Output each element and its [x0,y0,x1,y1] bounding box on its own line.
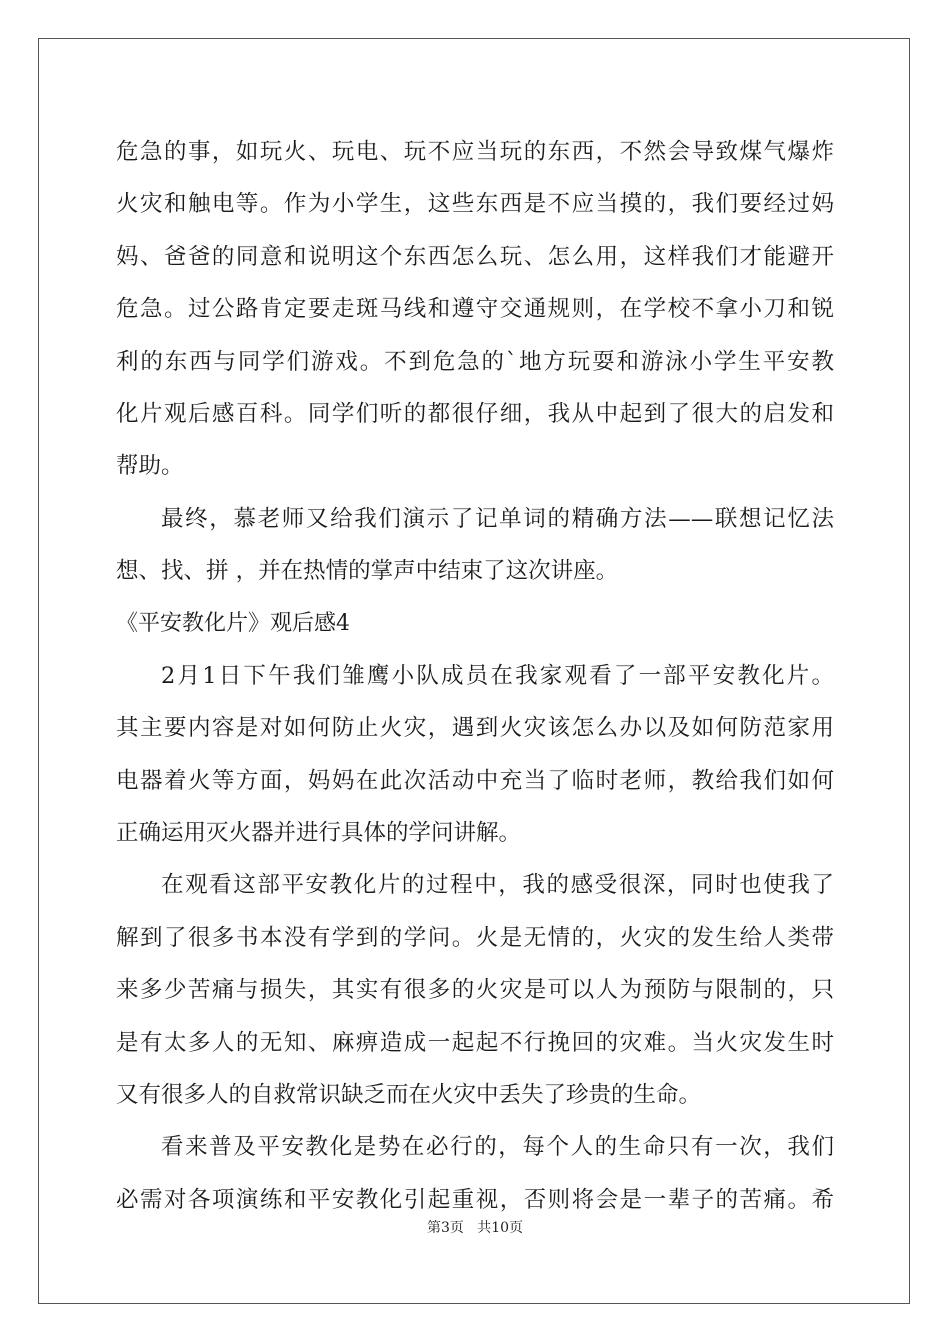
text-line: 在观看这部平安教化片的过程中，我的感受很深，同时也使我了 [161,872,834,899]
text-line: 最终，慕老师又给我们演示了记单词的精确方法——联想记忆法 [161,505,834,532]
text-line: 想、找、拼 ，并在热情的掌声中结束了这次讲座。 [116,558,619,585]
text-line: 来多少苦痛与损失，其实有很多的火灾是可以人为预防与限制的，只 [116,977,834,1004]
text-line: 其主要内容是对如何防止火灾，遇到火灾该怎么办以及如何防范家用 [116,715,834,742]
text-line: 妈、爸爸的同意和说明这个东西怎么玩、怎么用，这样我们才能避开 [116,243,834,270]
text-line: 电器着火等方面，妈妈在此次活动中充当了临时老师，教给我们如何 [116,767,834,794]
text-line: 又有很多人的自救常识缺乏而在火灾中丢失了珍贵的生命。 [116,1082,702,1109]
text-line: 帮助。 [116,453,184,480]
text-line: 看来普及平安教化是势在必行的，每个人的生命只有一次，我们 [161,1134,834,1161]
text-line: 2月1日下午我们雏鹰小队成员在我家观看了一部平安教化片。 [161,662,834,689]
text-line: 是有太多人的无知、麻痹造成一起起不行挽回的灾难。当火灾发生时 [116,1029,834,1056]
document-body [116,126,834,1226]
text-line: 正确运用灭火器并进行具体的学问讲解。 [116,820,522,847]
text-line: 化片观后感百科。同学们听的都很仔细，我从中起到了很大的启发和 [116,400,834,427]
text-line: 火灾和触电等。作为小学生，这些东西是不应当摸的，我们要经过妈 [116,191,834,218]
section-heading: 《平安教化片》观后感4 [116,610,350,636]
text-line: 解到了很多书本没有学到的学问。火是无情的，火灾的发生给人类带 [116,924,834,951]
text-line: 必需对各项演练和平安教化引起重视，否则将会是一辈子的苦痛。希 [116,1186,834,1213]
text-line: 利的东西与同学们游戏。不到危急的`地方玩耍和游泳小学生平安教 [116,348,834,375]
text-line: 危急。过公路肯定要走斑马线和遵守交通规则，在学校不拿小刀和锐 [116,296,834,323]
text-line: 危急的事，如玩火、玩电、玩不应当玩的东西，不然会导致煤气爆炸 [116,139,834,165]
page-footer: 第3页 共10页 [426,1220,524,1236]
